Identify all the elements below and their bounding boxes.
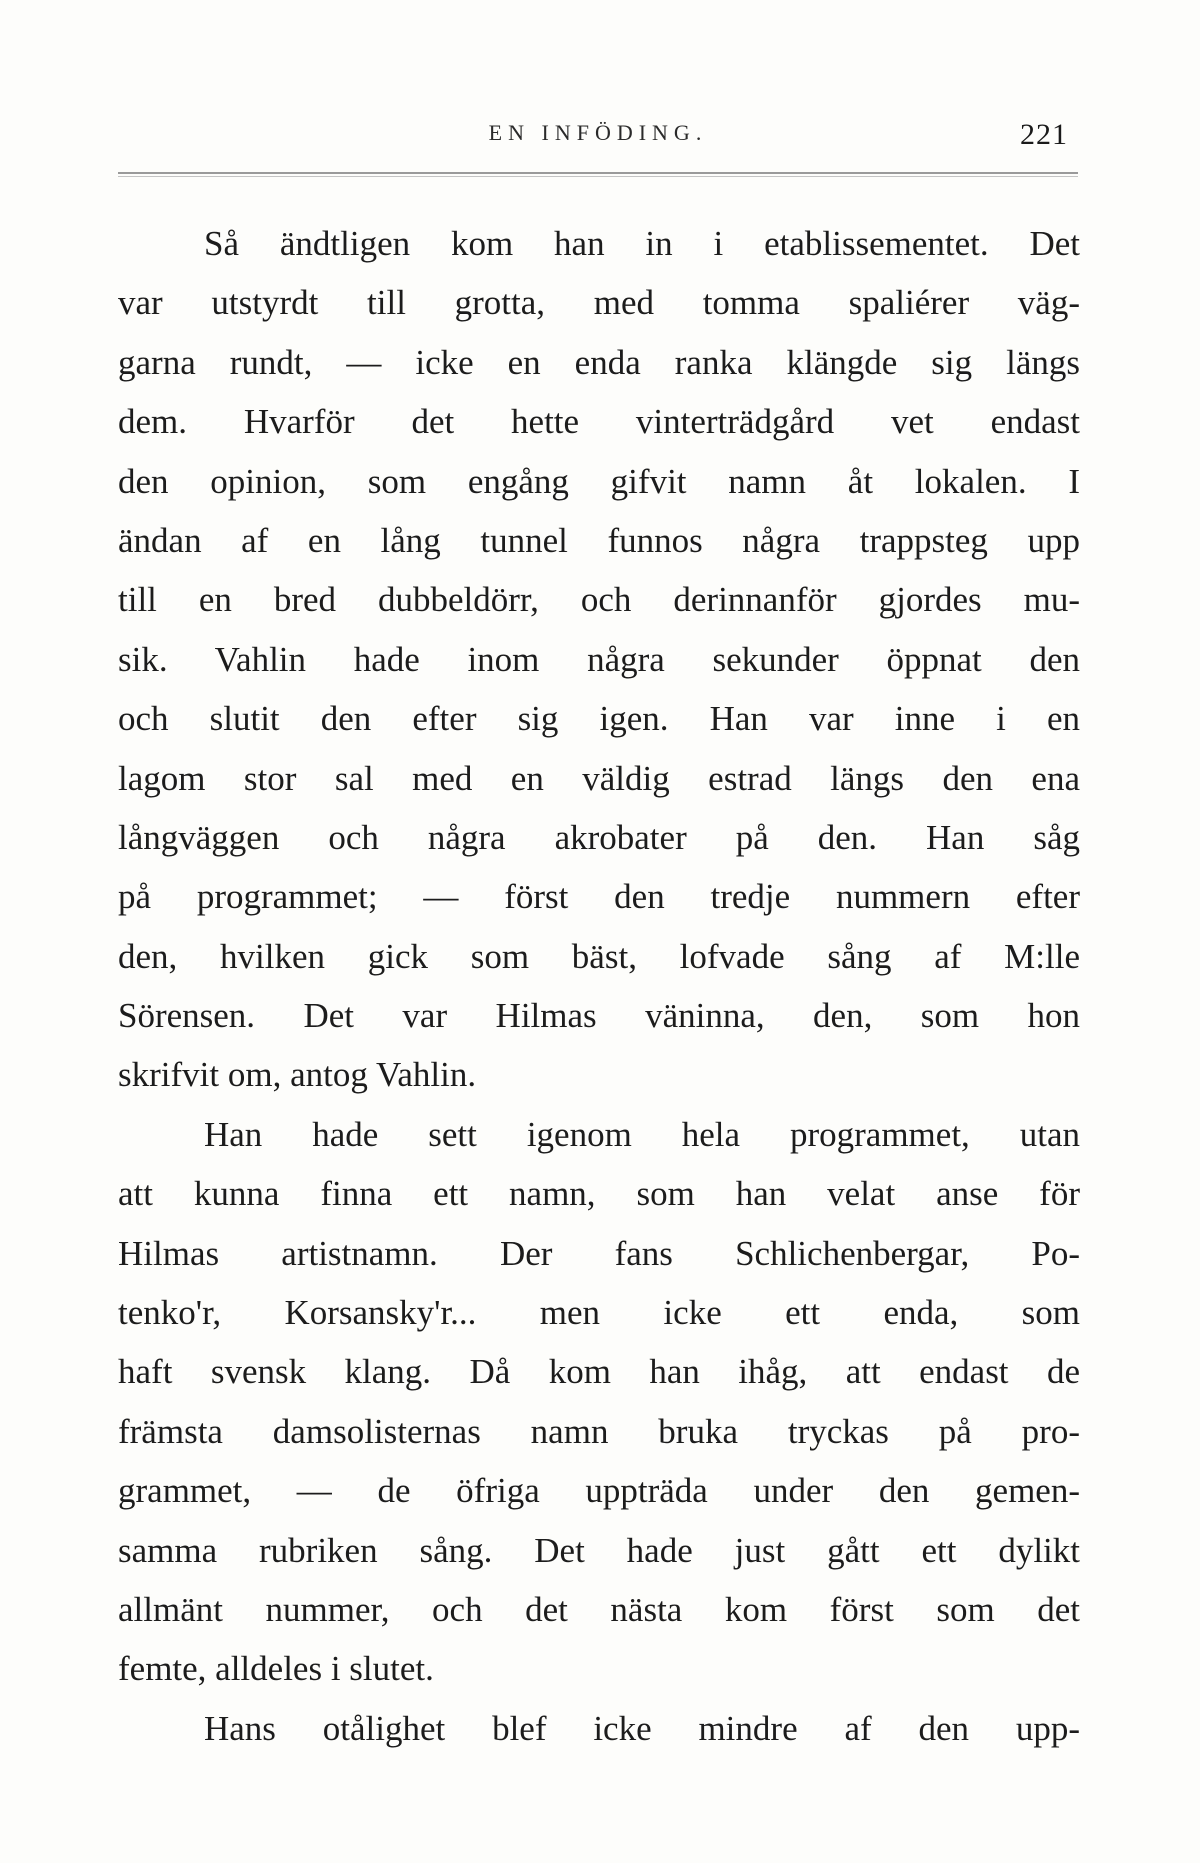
text-line: femte, alldeles i slutet.: [118, 1649, 434, 1689]
header-rule-secondary: [118, 176, 1078, 177]
text-line: att kunna finna ett namn, som han velat anse för: [118, 1174, 1080, 1214]
text-line: Han hade sett igenom hela programmet, utan: [204, 1114, 1080, 1154]
text-line: samma rubriken sång. Det hade just gått ett dylikt: [118, 1530, 1080, 1570]
text-line: skrifvit om, antog Vahlin.: [118, 1055, 477, 1095]
text-line: var utstyrdt till grotta, med tomma spaliérer väg-: [118, 283, 1080, 323]
text-line: Sörensen. Det var Hilmas väninna, den, som hon: [118, 996, 1080, 1036]
text-line: främsta damsolisternas namn bruka tryckas på pro-: [118, 1411, 1080, 1451]
text-line: och slutit den efter sig igen. Han var inne i en: [118, 699, 1080, 739]
text-line: sik. Vahlin hade inom några sekunder öppnat den: [118, 639, 1080, 679]
text-line: till en bred dubbeldörr, och derinnanför gjordes mu-: [118, 580, 1080, 620]
page-number: 221: [1020, 118, 1068, 151]
running-head: [118, 118, 1078, 158]
text-line: den opinion, som engång gifvit namn åt lokalen. I: [118, 461, 1080, 501]
text-line: på programmet; — först den tredje nummern efter: [118, 877, 1080, 917]
text-line: den, hvilken gick som bäst, lofvade sång af M:lle: [118, 936, 1080, 976]
text-line: garna rundt, — icke en enda ranka klängde sig längs: [118, 342, 1080, 382]
text-line: Hans otålighet blef icke mindre af den upp-: [204, 1708, 1080, 1748]
text-line: Så ändtligen kom han in i etablissementet. Det: [204, 224, 1080, 263]
text-line: grammet, — de öfriga uppträda under den gemen-: [118, 1471, 1080, 1511]
text-line: tenko'r, Korsansky'r... men icke ett enda, som: [118, 1293, 1080, 1333]
header-rule: [118, 172, 1078, 174]
running-title: EN INFÖDING.: [488, 120, 708, 145]
text-line: allmänt nummer, och det nästa kom först som det: [118, 1589, 1080, 1629]
text-line: lagom stor sal med en väldig estrad längs den ena: [118, 758, 1080, 798]
text-line: ändan af en lång tunnel funnos några trappsteg upp: [118, 520, 1080, 560]
body-text: [118, 214, 1080, 1758]
text-line: långväggen och några akrobater på den. Han såg: [118, 817, 1080, 857]
text-line: dem. Hvarför det hette vinterträdgård vet endast: [118, 402, 1080, 442]
text-line: haft svensk klang. Då kom han ihåg, att endast de: [118, 1352, 1080, 1392]
text-line: Hilmas artistnamn. Der fans Schlichenbergar, Po-: [118, 1233, 1080, 1273]
